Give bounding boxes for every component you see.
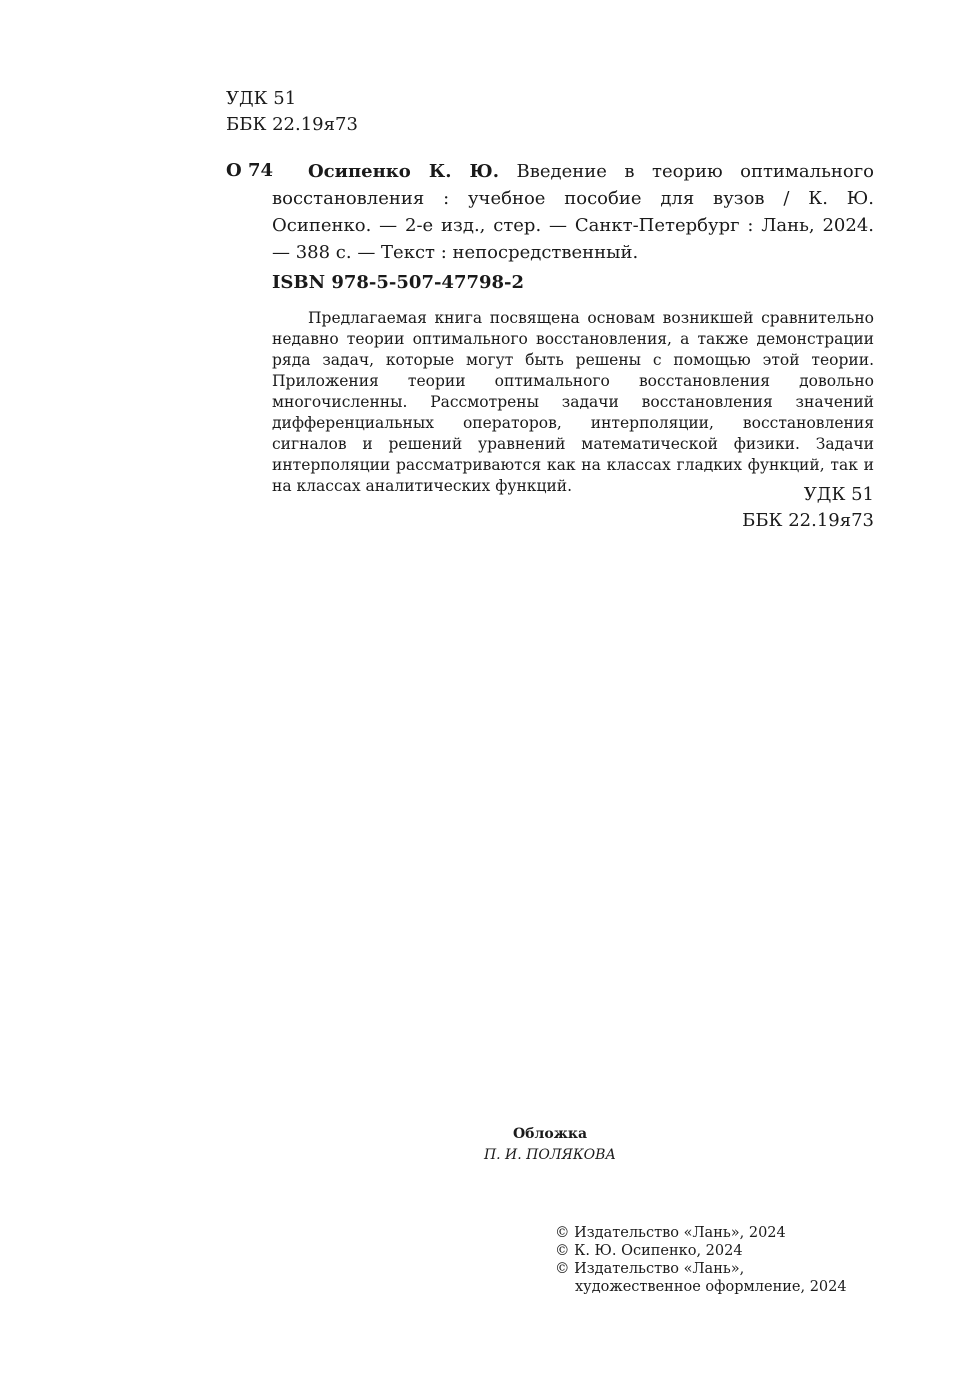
bbk-code: ББК 22.19я73 bbox=[742, 510, 874, 531]
author-sign: О 74 bbox=[226, 160, 273, 181]
copyright-line: © Издательство «Лань», bbox=[555, 1261, 745, 1277]
udk-bbk-header bbox=[226, 86, 358, 138]
copyright-line: © К. Ю. Осипенко, 2024 bbox=[555, 1243, 743, 1259]
cover-credit bbox=[440, 1124, 660, 1166]
bibliographic-text: Введение в теорию оптимального восстановления : учебное пособие для вузов / К. Ю. Осипенко. — 2-е изд., стер. — Санкт-Петербург : Лань, 2024. — 388 с. — Текст : непосредственный. bbox=[272, 161, 874, 263]
udk-bbk-footer bbox=[742, 482, 874, 534]
cover-label: Обложка bbox=[512, 1126, 588, 1142]
isbn: ISBN 978-5-507-47798-2 bbox=[272, 272, 525, 293]
author-name: Осипенко К. Ю. bbox=[308, 161, 499, 182]
udk-code: УДК 51 bbox=[803, 484, 874, 505]
bbk-code: ББК 22.19я73 bbox=[226, 114, 358, 135]
copyright-line: © Издательство «Лань», 2024 bbox=[555, 1225, 786, 1241]
copyright-line: художественное оформление, 2024 bbox=[575, 1279, 847, 1295]
abstract-text: Предлагаемая книга посвящена основам возникшей сравнительно недавно теории оптимального восстановления, а также демонстрации ряда задач, которые могут быть решены с помощью этой теории. Приложения теории оптимального восстановления довольно многочисленны. Рассмотрены задачи восстановления значений дифференциальных операторов, интерполяции, восстановления сигналов и решений уравнений математической физики. Задачи интерполяции рассматриваются как на классах гладких функций, так и на классах аналитических функций. bbox=[272, 309, 874, 495]
bibliographic-record bbox=[272, 158, 874, 266]
udk-code: УДК 51 bbox=[226, 88, 297, 109]
copyright-block bbox=[555, 1224, 847, 1296]
cover-designer: П. И. ПОЛЯКОВА bbox=[483, 1147, 617, 1163]
